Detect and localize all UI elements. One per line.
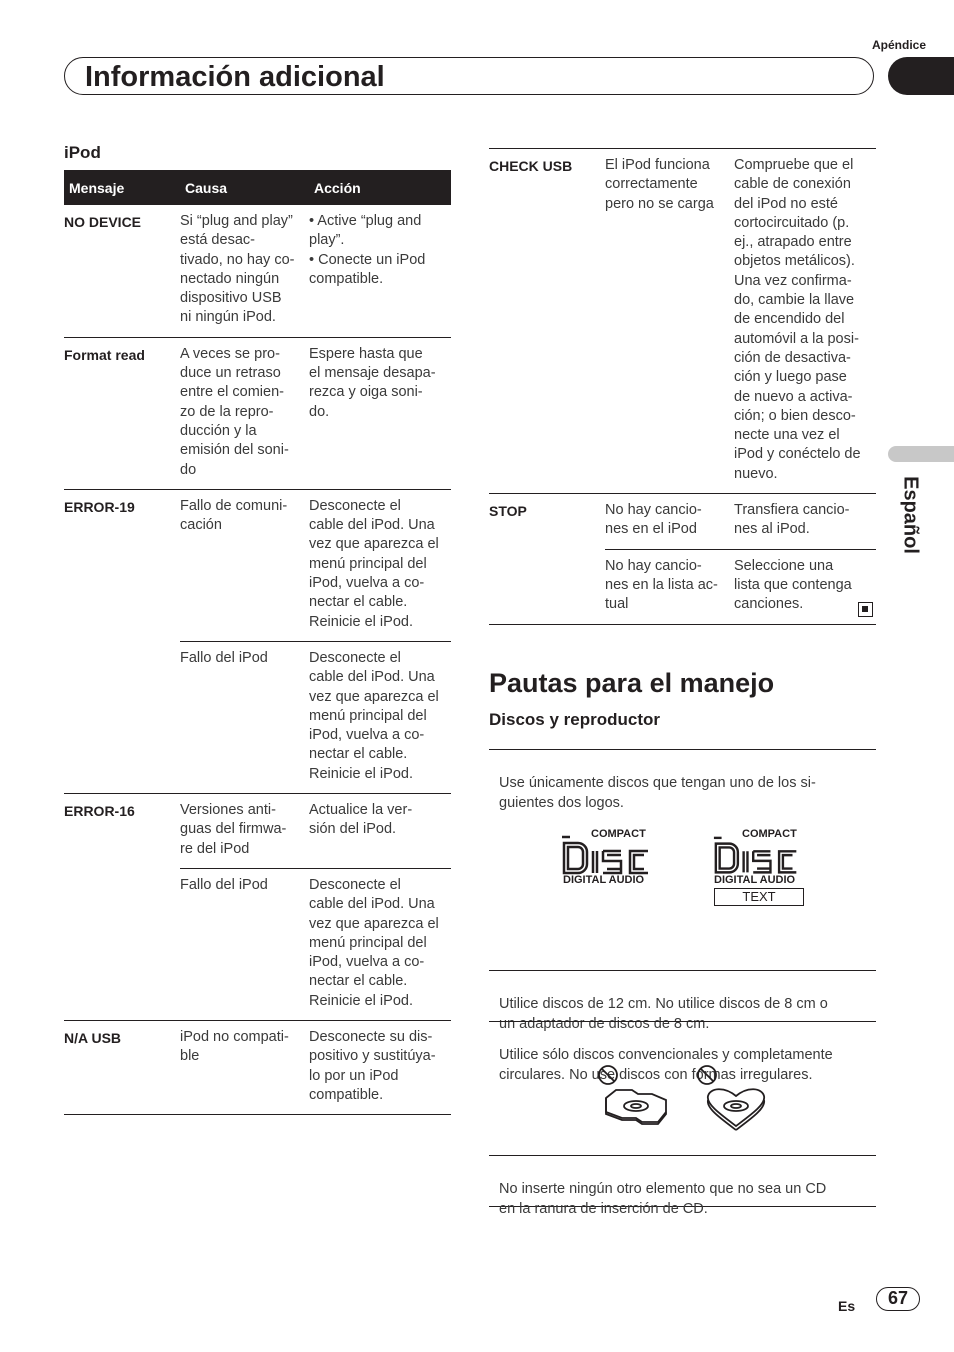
cause-cell: A veces se pro- duce un retraso entre el comien- zo de la repro- ducción y la emisión del soni- do bbox=[180, 345, 289, 478]
action-cell: Desconecte el cable del iPod. Una vez que aparezca el menú principal del iPod, vuelva a co- nectar el cable. Reinicie el iPod. bbox=[309, 649, 439, 782]
action-cell: Actualice la ver- sión del iPod. bbox=[309, 802, 413, 838]
message-cell: ERROR-16 bbox=[64, 803, 135, 820]
note-text: No inserte ningún otro elemento que no sea un CD en la ranura de inserción de CD. bbox=[499, 1181, 827, 1217]
page-header bbox=[64, 57, 874, 95]
language-tab: Español bbox=[899, 476, 922, 554]
logo-digital-audio-label: DIGITAL AUDIO bbox=[714, 874, 796, 886]
cause-cell: Si “plug and play” está desac- tivado, no hay co- nectado ningún dispositivo USB ni ningún iPod. bbox=[180, 213, 295, 326]
column-header-action: Acción bbox=[314, 179, 361, 196]
logo-digital-audio-label: DIGITAL AUDIO bbox=[563, 874, 645, 886]
cause-cell: Fallo del iPod bbox=[180, 876, 268, 893]
table-row bbox=[180, 868, 451, 1020]
message-cell: CHECK USB bbox=[489, 158, 573, 174]
table-row-group bbox=[64, 205, 451, 338]
table-row bbox=[180, 490, 451, 641]
irregular-discs-illustration bbox=[596, 1064, 776, 1132]
action-cell: Seleccione una lista que contenga canciones. bbox=[734, 557, 852, 613]
table-row-group bbox=[489, 149, 876, 494]
table-row-group bbox=[64, 794, 451, 1021]
cause-cell: No hay cancio- nes en el iPod bbox=[605, 502, 702, 538]
message-cell: ERROR-19 bbox=[64, 498, 135, 515]
action-cell: • Active “plug and play”. • Conecte un iPod compatible. bbox=[309, 213, 426, 287]
action-cell: Desconecte su dis- positivo y sustitúya- lo por un iPod compatible. bbox=[309, 1028, 436, 1103]
column-header-message: Mensaje bbox=[69, 179, 125, 196]
table-row bbox=[605, 494, 876, 549]
action-cell: Transfiera cancio- nes al iPod. bbox=[734, 502, 850, 538]
language-tab-marker bbox=[888, 446, 954, 462]
cause-cell: No hay cancio- nes en la lista ac- tual bbox=[605, 557, 718, 613]
message-cell: NO DEVICE bbox=[64, 214, 142, 230]
table-row-group bbox=[64, 490, 451, 794]
action-cell: Desconecte el cable del iPod. Una vez que aparezca el menú principal del iPod, vuelva a co- nectar el cable. Reinicie el iPod. bbox=[309, 876, 439, 1009]
ipod-message-table-continued bbox=[489, 148, 876, 625]
footer-language: Es bbox=[838, 1298, 856, 1314]
cause-cell: El iPod funciona correctamente pero no se carga bbox=[605, 157, 714, 212]
note-text: Utilice sólo discos convencionales y completamente circulares. No use discos con formas irregulares. bbox=[499, 1047, 833, 1083]
page-title: Información adicional bbox=[85, 61, 385, 93]
cause-cell: Versiones anti- guas del firmwa- re del iPod bbox=[180, 802, 287, 857]
action-cell: Espere hasta que el mensaje desapa- rezca y oiga soni- do. bbox=[309, 345, 436, 420]
cause-cell: Fallo de comuni- cación bbox=[180, 497, 288, 534]
table-row bbox=[605, 549, 876, 624]
table-row-group bbox=[64, 1021, 451, 1115]
note-no-foreign-objects bbox=[489, 1155, 876, 1217]
note-text: Use únicamente discos que tengan uno de los si- guientes dos logos. bbox=[499, 775, 816, 811]
ipod-message-table bbox=[64, 170, 451, 1115]
action-cell: Desconecte el cable del iPod. Una vez que aparezca el menú principal del iPod, vuelva a co- nectar el cable. Reinicie el iPod. bbox=[309, 497, 439, 630]
compact-disc-text-logo bbox=[712, 828, 804, 908]
section-title: Pautas para el manejo bbox=[489, 668, 775, 698]
compact-disc-logo bbox=[560, 828, 656, 890]
table-row bbox=[180, 794, 451, 868]
table-row bbox=[180, 205, 451, 337]
cause-cell: Fallo del iPod bbox=[180, 649, 268, 666]
table-row-group bbox=[64, 338, 451, 490]
table-row bbox=[180, 338, 451, 489]
logo-text-label: TEXT bbox=[714, 888, 804, 906]
section-subtitle: Discos y reproductor bbox=[489, 710, 660, 729]
table-row bbox=[605, 149, 876, 493]
logo-compact-label: COMPACT bbox=[742, 828, 797, 840]
note-text: Utilice discos de 12 cm. No utilice discos de 8 cm o un adaptador de discos de 8 cm. bbox=[499, 996, 828, 1032]
table-row-group bbox=[489, 494, 876, 623]
section-end-icon bbox=[858, 602, 873, 617]
table-row bbox=[180, 1021, 451, 1114]
logo-compact-label: COMPACT bbox=[591, 828, 646, 840]
table-row bbox=[180, 641, 451, 793]
page-number: 67 bbox=[876, 1287, 920, 1311]
message-cell: STOP bbox=[489, 503, 527, 520]
header-tab-marker bbox=[888, 57, 954, 95]
action-cell: Compruebe que el cable de conexión del iPod no esté cortocircuitado (p. ej., atrapado entre objetos metálicos). Una vez confirma- do, cambie la llave de encendido del automóvil a la posi- ción de desactiva- ción y luego pase de nuevo a activa- ción; o bien desco- necte una vez el iPod y conéctelo de nuevo. bbox=[734, 157, 861, 482]
cause-cell: iPod no compati- ble bbox=[180, 1028, 289, 1065]
ipod-table-title: iPod bbox=[64, 143, 101, 162]
note-logos bbox=[489, 749, 876, 970]
message-cell: Format read bbox=[64, 346, 145, 363]
table-header bbox=[64, 170, 451, 205]
note-disc-size bbox=[489, 970, 876, 1032]
section-appendix-label: Apéndice bbox=[871, 38, 926, 52]
column-header-cause: Causa bbox=[185, 179, 228, 196]
message-cell: N/A USB bbox=[64, 1029, 122, 1046]
